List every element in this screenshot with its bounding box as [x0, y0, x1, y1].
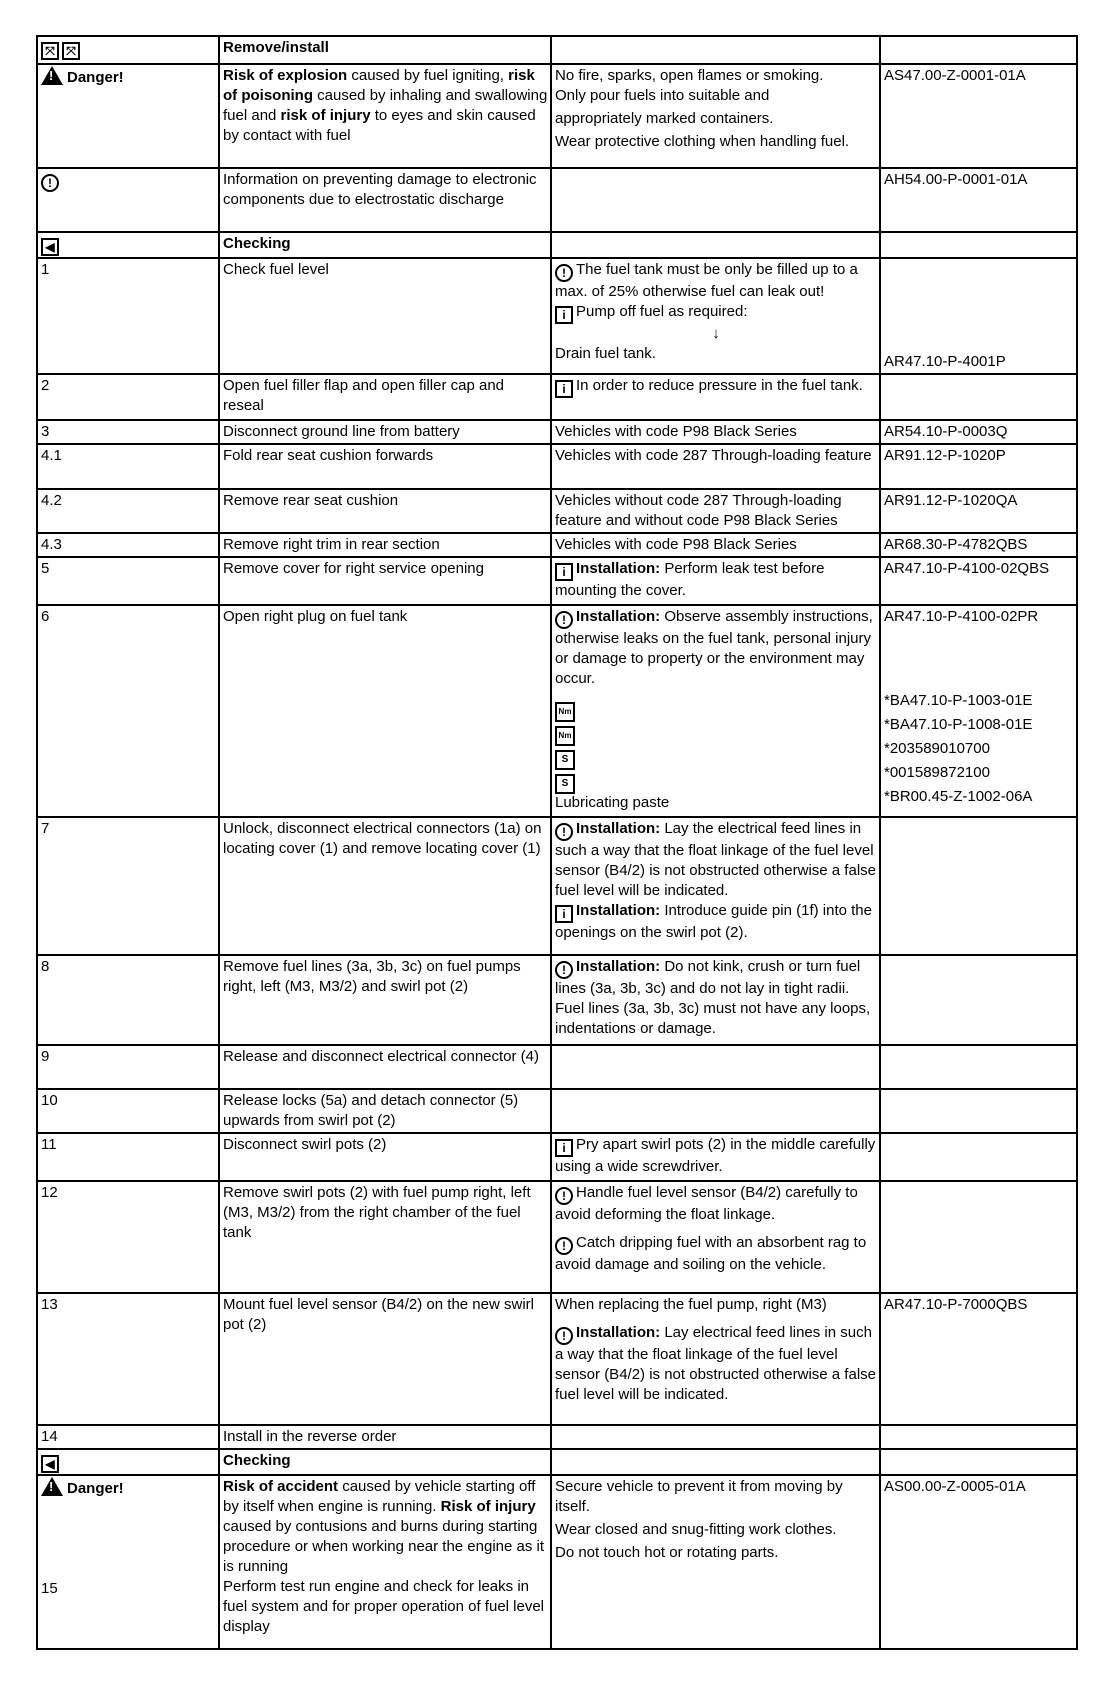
special-tool-icon: S [555, 774, 575, 794]
step-row [37, 533, 1077, 557]
procedure-table [36, 35, 1078, 1650]
cross-arrows-icon: ⤧ [41, 42, 59, 60]
step-description: Check fuel level [219, 258, 551, 374]
step-number: 11 [37, 1133, 219, 1181]
step-number: 4.1 [37, 444, 219, 489]
step-description: Fold rear seat cushion forwards [219, 444, 551, 489]
reference-link[interactable]: AR47.10-P-4100-02QBS [884, 560, 1050, 577]
step-description: Remove right trim in rear section [219, 533, 551, 557]
step-number: 15 [41, 1580, 58, 1597]
step-row: 8 Remove fuel lines (3a, 3b, 3c) on fuel pumps right, left (M3, M3/2) and swirl pot (2) ! Installation: Do not kink, crush or turn fuel lines (3a, 3b, 3c) and do not lay in tight radii. Fuel lines (3a, 3b, 3c) must not have any loops, indentations or damage. [37, 955, 1077, 1045]
cross-arrows-icon: ⤧ [62, 42, 80, 60]
step-row: 6 Open right plug on fuel tank ! Installation: Observe assembly instructions, otherwise leaks on the fuel tank, personal injury or damage to property or the environment may occur. Nm Nm S S Lubricating paste AR47.10-P-4100-02PR *BA47.10-P-1003-01E *BA47.10-P-1008-01E *203589010700 *001589872100 *BR00.45-Z-1002-06A [37, 605, 1077, 817]
step-row: 12 Remove swirl pots (2) with fuel pump right, left (M3, M3/2) from the right chamber of the fuel tank ! Handle fuel level sensor (B4/2) carefully to avoid deforming the float linkage. ! Catch dripping fuel with an absorbent rag to avoid damage and soiling on the vehicle. [37, 1181, 1077, 1293]
reference-link[interactable]: *BR00.45-Z-1002-06A [884, 788, 1033, 805]
caution-icon: ! [555, 611, 573, 629]
info-icon: i [555, 380, 573, 398]
danger-description: Risk of accident caused by vehicle starting off by itself when engine is running. Risk of injury caused by contusions and burns during starting procedure or when working near the engine as it is running [223, 1478, 545, 1575]
reference-link[interactable]: AR54.10-P-0003Q [884, 423, 1008, 440]
esd-info-row [37, 168, 1077, 232]
step-description: Remove cover for right service opening [219, 557, 551, 605]
section-title: Remove/install [223, 39, 329, 56]
step-description: Release and disconnect electrical connector (4) [219, 1045, 551, 1089]
danger-label: Danger! [67, 69, 124, 86]
step-row: 5 Remove cover for right service opening i Installation: Perform leak test before mounting the cover. AR47.10-P-4100-02QBS [37, 557, 1077, 605]
step-number: 13 [37, 1293, 219, 1425]
step-description: Install in the reverse order [219, 1425, 551, 1449]
step-description: Disconnect ground line from battery [219, 420, 551, 444]
danger-label: Danger! [67, 1480, 124, 1497]
step-row [37, 1425, 1077, 1449]
step-number: 5 [37, 557, 219, 605]
step-note: Vehicles with code 287 Through-loading feature [551, 444, 880, 489]
reference-link[interactable]: AR68.30-P-4782QBS [884, 536, 1028, 553]
step-description: Release locks (5a) and detach connector (5) upwards from swirl pot (2) [219, 1089, 551, 1133]
step-number: 14 [37, 1425, 219, 1449]
checking-icon: ◀ [41, 1455, 59, 1473]
step-row [37, 489, 1077, 533]
step-description: Open fuel filler flap and open filler cap and reseal [219, 374, 551, 420]
reference-link[interactable]: *203589010700 [884, 740, 990, 757]
step-note: Vehicles without code 287 Through-loading feature and without code P98 Black Series [551, 489, 880, 533]
torque-nm-icon: Nm [555, 702, 575, 722]
caution-icon: ! [555, 1327, 573, 1345]
danger-row: !Danger! 15 Risk of accident caused by vehicle starting off by itself when engine is running. Risk of injury caused by contusions and burns during starting procedure or when working near the engine as it is running Perform test run engine and check for leaks in fuel system and for proper operation of fuel level display Secure vehicle to prevent it from moving by itself. Wear closed and snug-fitting work clothes. Do not touch hot or rotating parts. AS00.00-Z-0005-01A [37, 1475, 1077, 1649]
checking-icon: ◀ [41, 238, 59, 256]
step-note: Vehicles with code P98 Black Series [551, 420, 880, 444]
info-icon: i [555, 563, 573, 581]
step-description: Mount fuel level sensor (B4/2) on the new swirl pot (2) [219, 1293, 551, 1425]
checking-label: Checking [223, 235, 291, 252]
step-description: Remove rear seat cushion [219, 489, 551, 533]
reference-link[interactable]: AS00.00-Z-0005-01A [884, 1478, 1026, 1495]
step-number: 1 [37, 258, 219, 374]
step-number: 2 [37, 374, 219, 420]
reference-link[interactable]: AR47.10-P-7000QBS [884, 1296, 1028, 1313]
step-row: 13 Mount fuel level sensor (B4/2) on the new swirl pot (2) When replacing the fuel pump, right (M3) ! Installation: Lay electrical feed lines in such a way that the float linkage of the fuel level sensor (B4/2) is not obstructed otherwise a false fuel level will be indicated. AR47.10-P-7000QBS [37, 1293, 1077, 1425]
header-row [37, 36, 1077, 64]
danger-row [37, 64, 1077, 168]
special-tool-icon: S [555, 750, 575, 770]
reference-link[interactable]: AR47.10-P-4001P [884, 353, 1006, 370]
step-note: Vehicles with code P98 Black Series [551, 533, 880, 557]
reference-link[interactable]: AR91.12-P-1020P [884, 447, 1006, 464]
esd-description: Information on preventing damage to electronic components due to electrostatic discharge [219, 168, 551, 232]
warning-triangle-icon [41, 1477, 63, 1496]
esd-caution-icon: ! [41, 174, 59, 192]
step-row [37, 1089, 1077, 1133]
danger-description: Risk of explosion caused by fuel igniting, risk of poisoning caused by inhaling and swallowing fuel and risk of injury to eyes and skin caused by contact with fuel [219, 64, 551, 168]
step-number: 12 [37, 1181, 219, 1293]
info-icon: i [555, 306, 573, 324]
reference-link[interactable]: AS47.00-Z-0001-01A [884, 67, 1026, 84]
step-number: 9 [37, 1045, 219, 1089]
info-icon: i [555, 905, 573, 923]
step-number: 3 [37, 420, 219, 444]
caution-icon: ! [555, 961, 573, 979]
caution-icon: ! [555, 264, 573, 282]
step-row: 7 Unlock, disconnect electrical connectors (1a) on locating cover (1) and remove locating cover (1) ! Installation: Lay the electrical feed lines in such a way that the float linkage of the fuel level sensor (B4/2) is not obstructed otherwise a false fuel level will be indicated. i Installation: Introduce guide pin (1f) into the openings on the swirl pot (2). [37, 817, 1077, 955]
down-arrow-icon: ↓ [712, 325, 720, 342]
checking-row [37, 1449, 1077, 1475]
warning-triangle-icon [41, 66, 63, 85]
step-number: 7 [37, 817, 219, 955]
checking-label: Checking [223, 1452, 291, 1469]
checking-row [37, 232, 1077, 258]
step-description: Disconnect swirl pots (2) [219, 1133, 551, 1181]
step-description: Remove fuel lines (3a, 3b, 3c) on fuel pumps right, left (M3, M3/2) and swirl pot (2) [219, 955, 551, 1045]
procedure-page [36, 35, 1068, 1650]
step-row: 11 Disconnect swirl pots (2) i Pry apart swirl pots (2) in the middle carefully using a wide screwdriver. [37, 1133, 1077, 1181]
step-number: 6 [37, 605, 219, 817]
reference-link[interactable]: *001589872100 [884, 764, 990, 781]
step-row [37, 444, 1077, 489]
step-row: 2 Open fuel filler flap and open filler cap and reseal i In order to reduce pressure in the fuel tank. [37, 374, 1077, 420]
info-icon: i [555, 1139, 573, 1157]
torque-nm-icon: Nm [555, 726, 575, 746]
caution-icon: ! [555, 823, 573, 841]
step-number: 8 [37, 955, 219, 1045]
step-description: Open right plug on fuel tank [219, 605, 551, 817]
step-number: 10 [37, 1089, 219, 1133]
reference-link[interactable]: *BA47.10-P-1003-01E [884, 692, 1033, 709]
step-description: Perform test run engine and check for leaks in fuel system and for proper operation of fuel level display [223, 1578, 545, 1635]
step-row [37, 420, 1077, 444]
step-number: 4.2 [37, 489, 219, 533]
step-description: Unlock, disconnect electrical connectors (1a) on locating cover (1) and remove locating cover (1) [219, 817, 551, 955]
reference-link[interactable]: AR91.12-P-1020QA [884, 492, 1018, 509]
step-row: 1 Check fuel level ! The fuel tank must be only be filled up to a max. of 25% otherwise fuel can leak out! i Pump off fuel as required: ↓ Drain fuel tank. AR47.10-P-4001P [37, 258, 1077, 374]
step-row [37, 1045, 1077, 1089]
reference-link[interactable]: *BA47.10-P-1008-01E [884, 716, 1033, 733]
danger-notes: No fire, sparks, open flames or smoking. Only pour fuels into suitable and appropriately marked containers. Wear protective clothing when handling fuel. [551, 64, 880, 168]
reference-link[interactable]: AR47.10-P-4100-02PR [884, 608, 1039, 625]
step-number: 4.3 [37, 533, 219, 557]
caution-icon: ! [555, 1187, 573, 1205]
reference-link[interactable]: AH54.00-P-0001-01A [884, 171, 1028, 188]
step-description: Remove swirl pots (2) with fuel pump right, left (M3, M3/2) from the right chamber of the fuel tank [219, 1181, 551, 1293]
caution-icon: ! [555, 1237, 573, 1255]
